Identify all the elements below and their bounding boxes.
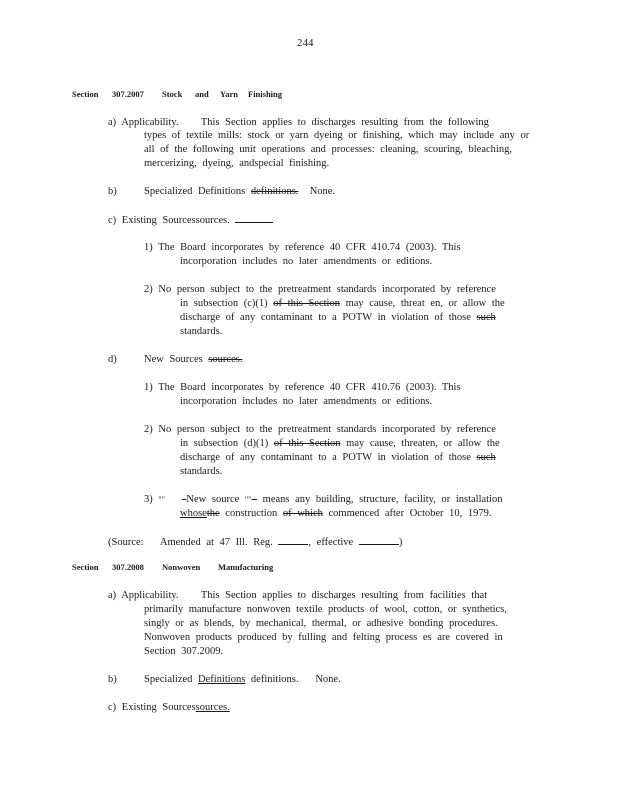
text: c) Existing Sourcessources. [108, 215, 230, 226]
section-title-word: Nonwoven [162, 562, 201, 572]
blank-volume [278, 535, 308, 545]
text: commenced after October 10, 1979. [328, 508, 492, 519]
text: construction [225, 508, 278, 519]
struck-text: such [476, 452, 496, 463]
section-number: 307.2008 [112, 562, 144, 572]
subparagraph-c2-line [180, 311, 496, 324]
subparagraph-c1-line: 1) The Board incorporates by reference 40 CFR 410.74 (2003). This [144, 242, 461, 253]
subparagraph-d3-line [144, 493, 502, 506]
text: This Section applies to discharges resulting from facilities that [200, 590, 488, 601]
text: in subsection (d)(1) [180, 438, 269, 449]
subparagraph-d2-line [180, 437, 500, 450]
blank-date [359, 535, 399, 545]
text: definitions. [250, 674, 299, 685]
paragraph-d-marker: d) [108, 354, 117, 365]
text: discharge of any contaminant to a POTW in violation of those [180, 452, 471, 463]
paragraph-a-line [108, 589, 487, 602]
section-title-word: Stock [162, 89, 183, 99]
struck-dash [251, 494, 257, 505]
applicability-heading: a) Applicability. [108, 117, 179, 128]
text: None. [315, 674, 341, 685]
paragraph-a-line: mercerizing, dyeing, andspecial finishing. [144, 158, 330, 169]
underlined-text: whose [180, 508, 207, 519]
text: in subsection (c)(1) [180, 298, 268, 309]
text: means any building, structure, facility, or installation [262, 494, 503, 505]
struck-text: of this Section [273, 298, 340, 309]
text: New source [186, 494, 240, 505]
quote-mark: "" [244, 495, 252, 504]
subparagraph-c2-line: 2) No person subject to the pretreatment standards incorporated by reference [144, 284, 496, 295]
quote-mark: "" [158, 495, 165, 504]
text: New Sources [144, 354, 203, 365]
text: Amended at 47 Ill. Reg. [159, 537, 273, 548]
subparagraph-c2-line [180, 297, 505, 310]
page-number: 244 [297, 37, 314, 49]
subparagraph-d3-line [180, 507, 492, 520]
struck-text: sources. [208, 354, 243, 365]
paragraph-a-line: Section 307.2009. [144, 646, 224, 657]
subparagraph-d2-line: 2) No person subject to the pretreatment standards incorporated by reference [144, 424, 496, 435]
text: (Source: [108, 537, 144, 548]
section-title-word: and [195, 89, 209, 99]
section-number: 307.2007 [112, 89, 144, 99]
struck-text: the [206, 508, 220, 519]
paragraph-b-marker: b) [108, 186, 117, 197]
paragraph-b-marker: b) [108, 674, 117, 685]
text: may cause, threaten, or allow the [346, 438, 500, 449]
paragraph-a-line: types of textile mills: stock or yarn dyeing or finishing, which may include any or [144, 130, 530, 141]
paragraph-a-line: all of the following unit operations and processes: cleaning, scouring, bleaching, [144, 144, 512, 155]
struck-text: definitions. [250, 186, 299, 197]
paragraph-c-line [108, 701, 230, 714]
paragraph-b-line [144, 673, 341, 686]
paragraph-b-line [144, 185, 335, 198]
section-title-word: Finishing [248, 89, 283, 99]
text: None. [309, 186, 336, 197]
text: , effective [308, 537, 354, 548]
paragraph-a-line: primarily manufacture nonwoven textile products of wool, cotton, or synthetics, [144, 604, 507, 615]
section-label: Section [72, 562, 99, 572]
struck-blank [235, 213, 273, 223]
text: Specialized Definitions [144, 186, 246, 197]
text: This Section applies to discharges resulting from the following [200, 117, 489, 128]
section-title-word: Manufacturing [218, 562, 274, 572]
section-title-word: Yarn [220, 89, 238, 99]
paragraph-a-line: singly or as blends, by mechanical, thermal, or adhesive bonding procedures. [144, 618, 498, 629]
source-note [108, 535, 402, 549]
paragraph-d-line [144, 353, 242, 366]
text: 3) [144, 494, 153, 505]
subparagraph-c1-line: incorporation includes no later amendments or editions. [180, 256, 433, 267]
paragraph-a-line [108, 116, 489, 129]
underlined-text: sources. [195, 702, 230, 713]
paragraph-c-line [108, 213, 273, 227]
paragraph-a-line: Nonwoven products produced by fulling and felting process es are covered in [144, 632, 503, 643]
subparagraph-d1-line: incorporation includes no later amendments or editions. [180, 396, 433, 407]
subparagraph-d1-line: 1) The Board incorporates by reference 40 CFR 410.76 (2003). This [144, 382, 461, 393]
text: discharge of any contaminant to a POTW in violation of those [180, 312, 471, 323]
text: may cause, threat en, or allow the [345, 298, 505, 309]
underlined-text: Definitions [198, 674, 246, 685]
text: ) [398, 537, 403, 548]
struck-text: such [476, 312, 496, 323]
text: Specialized [144, 674, 193, 685]
text: c) Existing Sources [108, 702, 196, 713]
subparagraph-d2-line [180, 451, 496, 464]
subparagraph-c2-line: standards. [180, 326, 223, 337]
struck-text: of which [282, 508, 323, 519]
section-label: Section [72, 89, 99, 99]
subparagraph-d2-line: standards. [180, 466, 223, 477]
applicability-heading: a) Applicability. [108, 590, 179, 601]
struck-text: of this Section [273, 438, 341, 449]
